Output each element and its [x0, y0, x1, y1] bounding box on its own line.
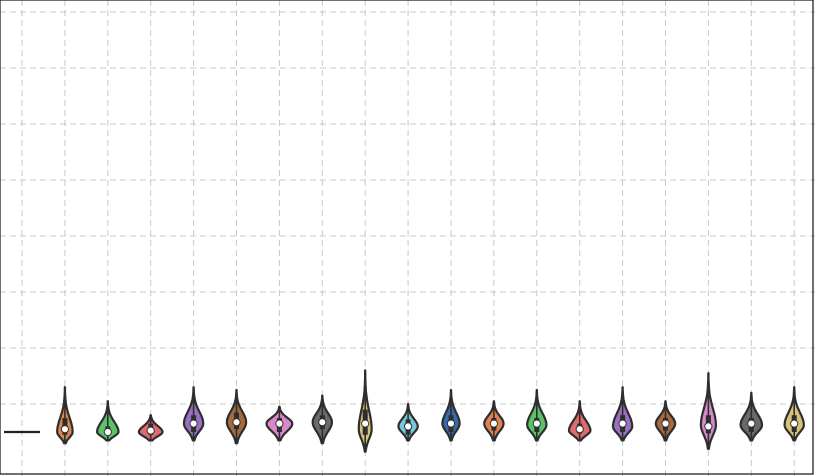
violin-median-s7	[319, 419, 326, 426]
violin-s6	[267, 407, 293, 441]
violin-median-s2	[104, 428, 111, 435]
violin-median-s16	[705, 423, 712, 430]
violin-s10	[442, 390, 459, 440]
violin-s16	[701, 373, 716, 449]
violin-median-s4	[190, 420, 197, 427]
violin-s18	[785, 387, 804, 440]
violin-median-s10	[447, 420, 454, 427]
violin-s9	[399, 404, 418, 440]
violin-s17	[741, 393, 762, 441]
violin-median-s14	[619, 420, 626, 427]
violin-s11	[484, 401, 503, 440]
violin-s5	[227, 390, 246, 443]
violin-s13	[569, 401, 590, 440]
violin-median-s5	[233, 419, 240, 426]
violin-median-s13	[576, 426, 583, 433]
violin-median-s12	[533, 420, 540, 427]
violin-s14	[613, 387, 632, 440]
violin-s2	[97, 401, 118, 440]
violin-s4	[184, 387, 203, 440]
violin-median-s6	[276, 420, 283, 427]
violin-median-s3	[147, 427, 154, 434]
violin-s8	[359, 370, 372, 451]
violin-median-s18	[791, 420, 798, 427]
violin-median-s11	[490, 420, 497, 427]
violin-s7	[313, 396, 332, 444]
violin-s12	[527, 390, 546, 440]
violin-median-s15	[662, 420, 669, 427]
violin-s3	[139, 415, 163, 440]
violin-median-s1	[61, 426, 68, 433]
violin-median-s17	[748, 420, 755, 427]
violin-s15	[656, 401, 675, 440]
violins	[4, 370, 804, 451]
violin-median-s9	[405, 423, 412, 430]
violin-median-s8	[362, 420, 369, 427]
violin-s1	[57, 387, 72, 443]
